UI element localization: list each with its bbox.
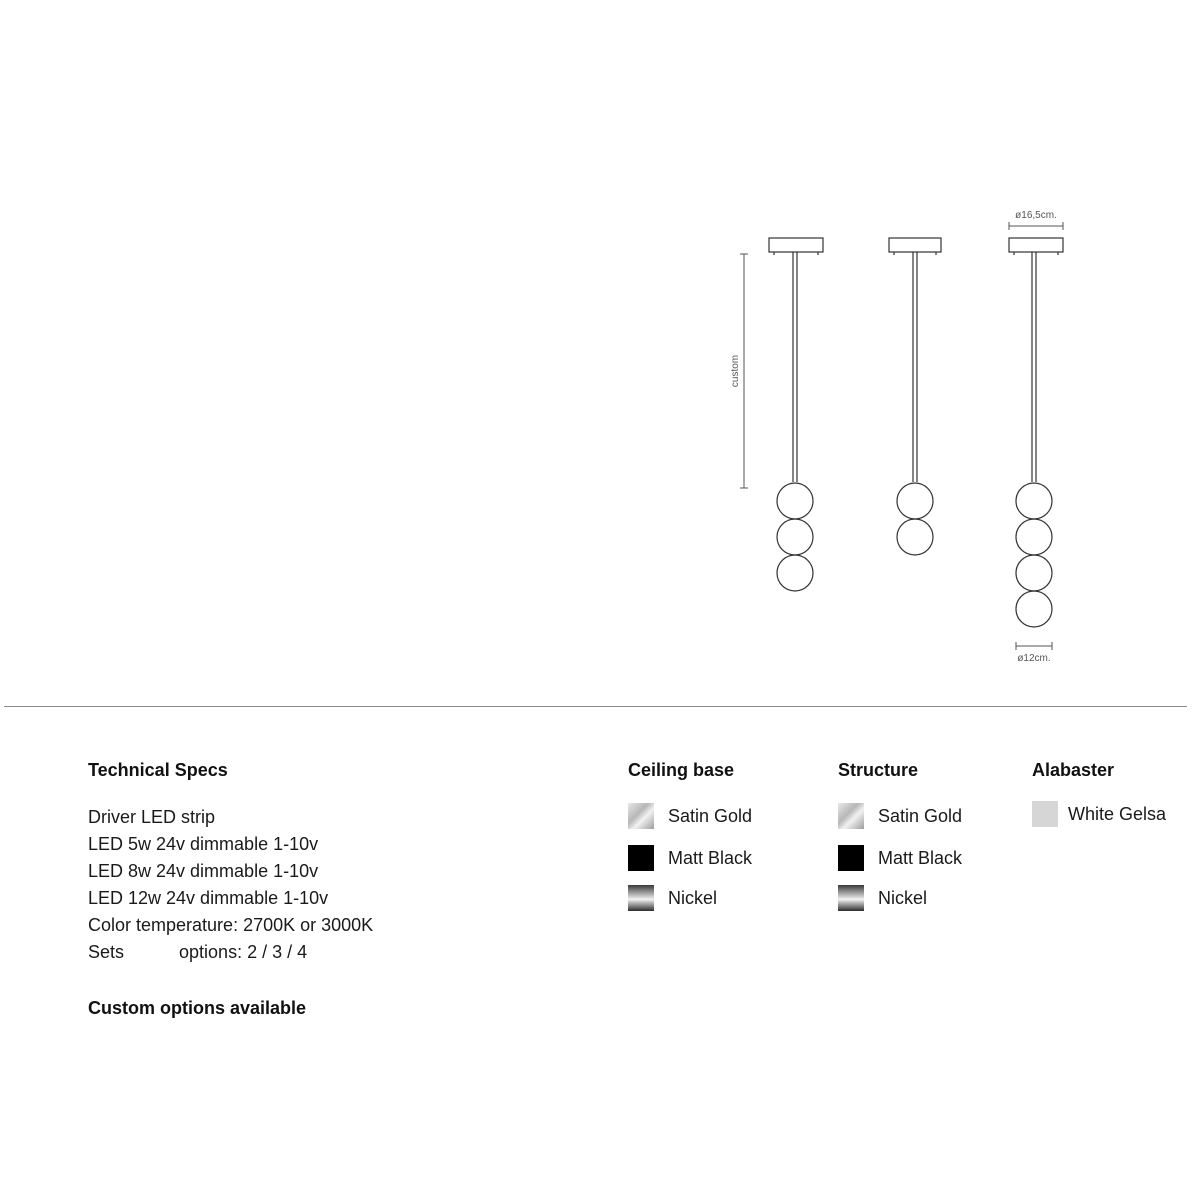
custom-options-note: Custom options available xyxy=(88,998,307,1018)
structure-title: Structure xyxy=(838,760,919,780)
sphere xyxy=(777,483,813,519)
sphere-diameter-label: ø12cm. xyxy=(1017,653,1051,664)
spec-line: LED 12w 24v dimmable 1-10v xyxy=(88,888,329,908)
matt-black-swatch xyxy=(628,845,654,871)
sphere xyxy=(1016,519,1052,555)
finish-label: Satin Gold xyxy=(668,805,753,826)
finish-label: Satin Gold xyxy=(878,805,963,826)
nickel-swatch xyxy=(628,885,654,911)
finish-option-matt-black xyxy=(628,845,752,871)
spec-line: LED 5w 24v dimmable 1-10v xyxy=(88,834,319,854)
finish-option-nickel xyxy=(628,885,717,911)
sphere xyxy=(1016,483,1052,519)
finish-label: Matt Black xyxy=(878,847,963,868)
finish-label: White Gelsa xyxy=(1068,803,1167,824)
finish-label: Nickel xyxy=(878,887,928,908)
sphere xyxy=(777,519,813,555)
matt-black-swatch xyxy=(838,845,864,871)
satin-gold-swatch xyxy=(838,803,864,829)
finish-option-matt-black xyxy=(838,845,962,871)
lamp-two-spheres xyxy=(889,238,941,555)
base-diameter-label: ø16,5cm. xyxy=(1015,210,1057,221)
spec-line: Color temperature: 2700K or 3000K xyxy=(88,915,374,935)
lamp-three-spheres xyxy=(769,238,823,591)
sphere xyxy=(1016,591,1052,627)
technical-specs-title: Technical Specs xyxy=(88,760,228,780)
sphere xyxy=(1016,555,1052,591)
finish-label: Nickel xyxy=(668,887,718,908)
finish-option-nickel xyxy=(838,885,927,911)
spec-line: Driver LED strip xyxy=(88,807,216,827)
ceiling-base xyxy=(1009,238,1063,252)
alabaster-title: Alabaster xyxy=(1032,760,1115,780)
sphere-diameter-dimension xyxy=(1016,642,1052,650)
custom-dimension xyxy=(740,254,748,488)
ceiling-base xyxy=(889,238,941,252)
finish-option-white-gelsa xyxy=(1032,801,1166,827)
ceiling-base xyxy=(769,238,823,252)
satin-gold-swatch xyxy=(628,803,654,829)
custom-dimension-label: custom xyxy=(730,354,741,388)
sphere xyxy=(897,483,933,519)
finish-label: Matt Black xyxy=(668,847,753,868)
spec-line: Sets options: 2 / 3 / 4 xyxy=(88,942,308,962)
white-gelsa-swatch xyxy=(1032,801,1058,827)
nickel-swatch xyxy=(838,885,864,911)
lamp-four-spheres xyxy=(1009,238,1063,627)
section-divider xyxy=(4,706,1187,707)
finish-option-satin-gold xyxy=(628,803,752,829)
spec-line: LED 8w 24v dimmable 1-10v xyxy=(88,861,319,881)
technical-specs-list xyxy=(88,804,373,966)
sphere xyxy=(777,555,813,591)
ceiling-base-title: Ceiling base xyxy=(628,760,735,780)
sphere xyxy=(897,519,933,555)
base-diameter-dimension xyxy=(1009,222,1063,230)
finish-option-satin-gold xyxy=(838,803,962,829)
